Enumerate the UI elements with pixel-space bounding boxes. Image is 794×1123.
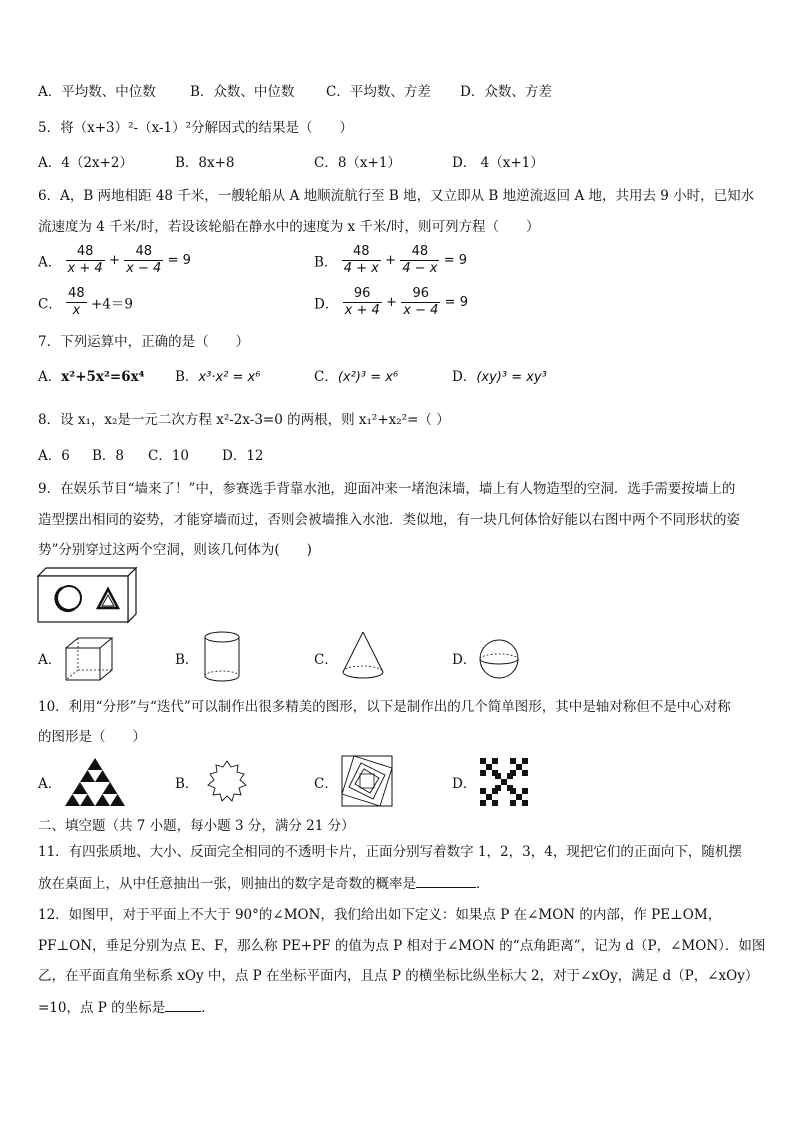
q8-option-a: A．6 [38,448,70,464]
cylinder-icon [202,630,242,684]
q4-option-c: C．平均数、方差 [326,84,431,100]
sphere-icon [478,638,520,680]
q9-option-d: D． [452,652,477,668]
q4-option-a: A．平均数、中位数 [38,84,156,100]
vicsek-fractal-figure [478,756,530,808]
q10-option-c: C． [314,776,338,792]
nested-squares-figure [340,754,396,810]
section-heading: 二、填空题（共 7 小题，每小题 3 分，满分 21 分） [38,818,355,834]
q10-option-b: B． [175,776,199,792]
q7-option-c: C．(x²)³ = x⁶ [314,369,399,385]
q8-option-d: D．12 [222,448,264,464]
q6-option-a: A． $\frac{48}{x + 4}$ + $\frac{48}{x - 4}$ = 9 [38,244,191,276]
q4-option-d: D．众数、方差 [460,84,552,100]
q9-option-a: A． [38,652,62,668]
q7-stem: 7．下列运算中，正确的是（ ） [38,334,250,350]
q12-line2: PF⊥ON，垂足分别为点 E、F，那么称 PE+PF 的值为点 P 相对于∠MON 的“点角距离”，记为 d（P，∠MON）．如图 [38,938,766,954]
q5-option-c: C．8（x+1） [314,155,401,171]
sierpinski-triangle-figure [64,756,126,808]
q10-option-d: D． [452,776,477,792]
q6-line2: 流速度为 4 千米/时，若设该轮船在静水中的速度为 x 千米/时，则可列方程（ ） [38,219,540,235]
cone-icon [340,630,386,682]
q9-line2: 造型摆出相同的姿势，才能穿墙而过，否则会被墙推入水池．类似地，有一块几何体恰好能以右图中两个不同形状的姿 [38,512,740,528]
q11-line1: 11．有四张质地、大小、反面完全相同的不透明卡片，正面分别写着数字 1，2，3，4，现把它们的正面向下，随机摆 [38,844,742,860]
q9-option-c: C． [314,652,338,668]
q12-line1: 12．如图甲，对于平面上不大于 90°的∠MON，我们给出如下定义：如果点 P 在∠MON 的内部，作 PE⊥OM， [38,907,722,923]
q8-option-c: C．10 [148,448,190,464]
q7-option-b: B．x³·x² = x⁶ [175,369,261,385]
q9-line1: 9．在娱乐节目“墙来了！”中，参赛选手背靠水池，迎面冲来一堵泡沫墙，墙上有人物造型的空洞．选手需要按墙上的 [38,481,736,497]
answer-blank[interactable] [416,873,476,888]
q9-option-b: B． [175,652,199,668]
q5-option-a: A．4（2x+2） [38,155,133,171]
q11-line2: 放在桌面上，从中任意抽出一张，则抽出的数字是奇数的概率是 ． [38,873,490,894]
q8-option-b: B．8 [92,448,125,464]
q10-line1: 10．利用“分形”与“迭代”可以制作出很多精美的图形，以下是制作出的几个简单图形，其中是轴对称但不是中心对称 [38,699,731,715]
q8-stem: 8．设 x₁，x₂是一元二次方程 x²-2x-3=0 的两根，则 x₁²+x₂²=（ ） [38,412,450,428]
answer-blank[interactable] [165,997,201,1012]
q5-stem: 5．将（x+3）²-（x-1）²分解因式的结果是（ ） [38,120,354,136]
wall-with-holes-figure [38,568,138,624]
q6-option-c: C． $\frac{48}{x}$ +4＝9 [38,286,133,318]
q12-line3: 乙，在平面直角坐标系 xOy 中，点 P 在坐标平面内，且点 P 的横坐标比纵坐标大 2，对于∠xOy，满足 d（P，∠xOy） [38,968,759,984]
q10-line2: 的图形是（ ） [38,729,146,745]
q9-line3: 势”分别穿过这两个空洞，则该几何体为( ) [38,542,312,558]
cube-icon [64,636,116,682]
q12-line4: =10，点 P 的坐标是 ． [38,997,215,1018]
q7-option-d: D．(xy)³ = xy³ [452,369,547,385]
q7-option-a: A．x²+5x²=6x⁴ [38,369,145,385]
q6-option-b: B． $\frac{48}{4 + x}$ + $\frac{48}{4 - x}$ = 9 [314,244,468,276]
q5-option-d: D． 4（x+1） [452,155,544,171]
q10-option-a: A． [38,776,62,792]
koch-snowflake-figure [202,758,252,808]
q6-option-d: D． $\frac{96}{x + 4}$ + $\frac{96}{x - 4}$ = 9 [314,286,468,318]
q4-option-b: B．众数、中位数 [190,84,295,100]
q5-option-b: B．8x+8 [175,155,235,171]
q6-line1: 6．A，B 两地相距 48 千米，一艘轮船从 A 地顺流航行至 B 地，又立即从 B 地逆流返回 A 地，共用去 9 小时，已知水 [38,188,755,204]
